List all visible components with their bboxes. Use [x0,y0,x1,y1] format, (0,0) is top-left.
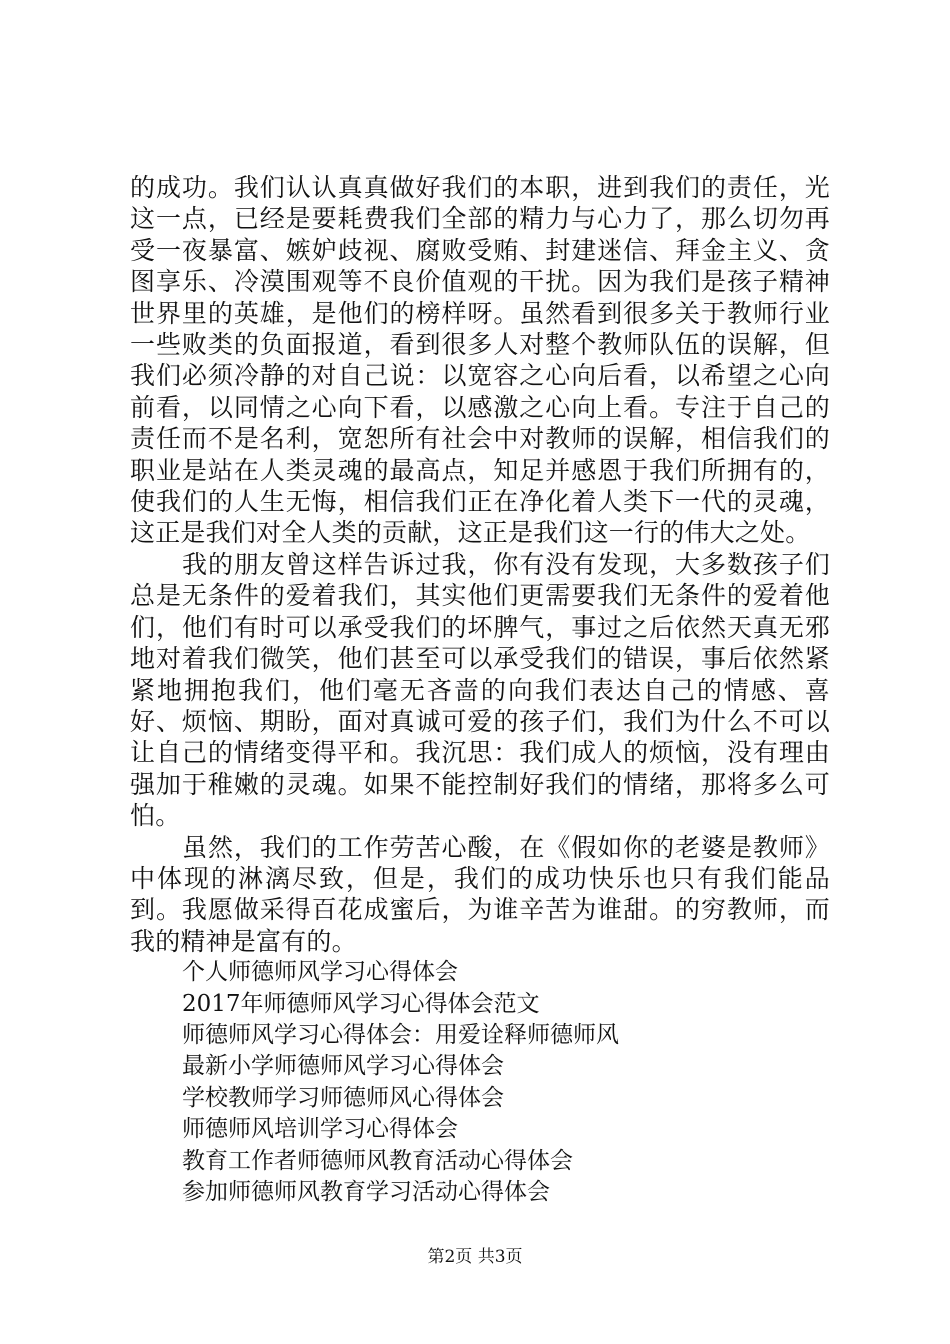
related-link[interactable]: 参加师德师风教育学习活动心得体会 [182,1179,550,1205]
related-link[interactable]: 个人师德师风学习心得体会 [182,959,458,986]
related-link[interactable]: 最新小学师德师风学习心得体会 [182,1053,504,1080]
related-link[interactable]: 教育工作者师德师风教育活动心得体会 [182,1147,573,1174]
paragraph-2: 我的朋友曾这样告诉过我，你有没有发现，大多数孩子们总是无条件的爱着我们，其实他们更需要我们无条件的爱着他们，他们有时可以承受我们的坏脾气，事过之后依然天真无邪地对着我们微笑，他们甚至可以承受我们的错误，事后依然紧紧地拥抱我们，他们毫无吝啬的向我们表达自己的情感、喜好、烦恼、期盼，面对真诚可爱的孩子们，我们为什么不可以让自己的情绪变得平和。我沉思：我们成人的烦恼，没有理由强加于稚嫩的灵魂。如果不能控制好我们的情绪，那将多么可怕。 [130,549,830,831]
related-link[interactable]: 师德师风学习心得体会：用爱诠释师德师风 [182,1021,619,1048]
related-link[interactable]: 2017年师德师风学习心得体会范文 [182,990,540,1017]
paragraph-3: 虽然，我们的工作劳苦心酸，在《假如你的老婆是教师》中体现的淋漓尽致，但是，我们的成功快乐也只有我们能品到。我愿做采得百花成蜜后，为谁辛苦为谁甜。的穷教师，而我的精神是富有的。 [130,832,830,956]
related-links-list [130,957,830,1208]
document-body [130,172,830,1208]
related-link[interactable]: 师德师风培训学习心得体会 [182,1116,458,1143]
paragraph-1: 的成功。我们认认真真做好我们的本职，进到我们的责任，光这一点，已经是要耗费我们全部的精力与心力了，那么切勿再受一夜暴富、嫉妒歧视、腐败受贿、封建迷信、拜金主义、贪图享乐、冷漠围观等不良价值观的干扰。因为我们是孩子精神世界里的英雄，是他们的榜样呀。虽然看到很多关于教师行业一些败类的负面报道，看到很多人对整个教师队伍的误解，但我们必须冷静的对自己说：以宽容之心向后看，以希望之心向前看，以同情之心向下看，以感激之心向上看。专注于自己的责任而不是名利，宽恕所有社会中对教师的误解，相信我们的职业是站在人类灵魂的最高点，知足并感恩于我们所拥有的，使我们的人生无悔，相信我们正在净化着人类下一代的灵魂，这正是我们对全人类的贡献，这正是我们这一行的伟大之处。 [130,173,830,548]
related-link[interactable]: 学校教师学习师德师风心得体会 [182,1084,504,1111]
page-footer: 第2页 共3页 [427,1247,523,1267]
